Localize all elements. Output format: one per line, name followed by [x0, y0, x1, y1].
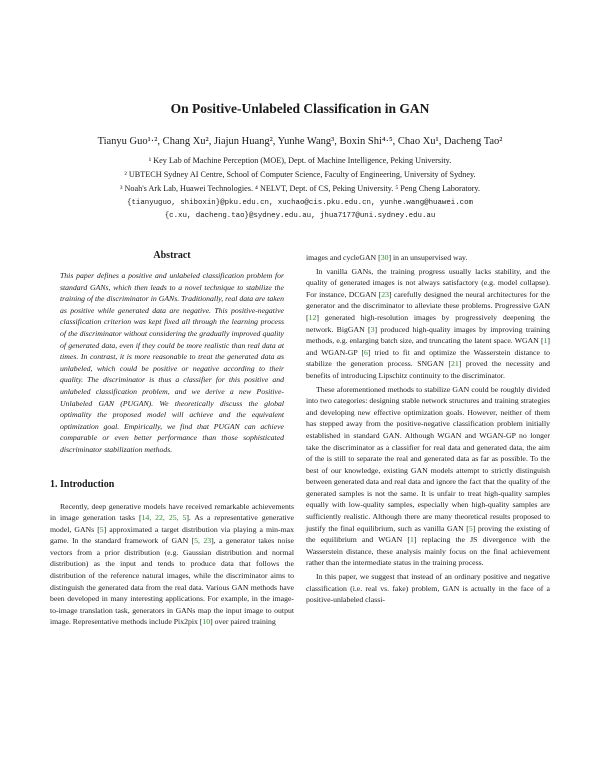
- email-line-1: {tianyuguo, shiboxin}@pku.edu.cn, xuchao@cis.pku.edu.cn, yunhe.wang@huawei.com: [127, 199, 473, 207]
- citation-link[interactable]: 12: [308, 312, 317, 322]
- citation-link[interactable]: 14, 22, 25, 5: [141, 513, 187, 523]
- intro-paragraph-1: Recently, deep generative models have received remarkable achievements in image generation tasks [14, 22, 25, 5]. As a representative generative model, GANs [5] approximated a target distribution via playing a min-max game. In the standard framework of GAN [5, 23], a generator takes noise vectors from a prior distribution (e.g. Gaussian distribution and normal distribution) as the input and tends to produce data that follows the distribution of the reference natural images, while the discriminator aims to distinguish the generated data from the real data. Various GAN methods have been developed in many interesting applications. For example, in the image-to-image translation task, generators in GANs map the input image to output image. Representative methods include Pix2pix [10] over paired training: [50, 501, 294, 627]
- citation-link[interactable]: 5, 23: [194, 536, 212, 546]
- citation-link[interactable]: 21: [451, 359, 459, 369]
- citation-link[interactable]: 30: [380, 253, 389, 262]
- left-column: [50, 250, 294, 628]
- introduction-heading: 1. Introduction: [50, 478, 115, 490]
- author-list: Tianyu Guo¹·², Chang Xu², Jiajun Huang², Yunhe Wang³, Boxin Shi⁴·⁵, Chao Xu¹, Dacheng Tao²: [97, 136, 503, 147]
- citation-link[interactable]: 23: [381, 289, 390, 299]
- right-paragraph-3: In this paper, we suggest that instead of an ordinary positive and negative classification (i.e. real vs. fake) problem, GAN is actually in the face of a positive-unlabeled classi-: [306, 572, 550, 605]
- right-paragraph-1: In vanilla GANs, the training progress usually lacks stability, and the quality of generated images is not always satisfactory (e.g. model collapse). For instance, DCGAN [23] carefully designed the neural architectures for the generator and the discriminator to alleviate these problems. Progressive GAN [12] generated high-resolution images by progressively deepening the network. BigGAN [3] produced high-quality images by improving training methods, e.g. enlarging batch size, and truncating the latent space. WGAN [1] and WGAN-GP [6] tried to fit and optimize the Wasserstein distance to stabilize the generation process. SNGAN [21] proved the necessity and benefits of introducing Lipschitz continuity to the discriminator.: [306, 266, 551, 380]
- right-column: [306, 252, 550, 606]
- right-paragraph-0: images and cycleGAN [30] in an unsupervised way.: [306, 253, 468, 262]
- abstract-text: This paper defines a positive and unlabeled classification problem for standard GANs, which then leads to a novel technique to stabilize the training of the discriminator in GANs. Traditionally, real data are taken as positive while generated data are negative. This positive-negative classification criterion was kept fixed all through the learning process of the discriminator without considering the gradually improved quality of generated data, even if they could be more realistic than real data at times. In contrast, it is more reasonable to treat the generated data as unlabeled, which could be positive or negative according to their quality. The discriminator is thus a classifier for this positive and unlabeled classification problem, and we derive a new Positive-Unlabeled GAN (PUGAN). We theoretically discuss the global optimality the proposed model will achieve and the equivalent optimization goal. Empirically, we find that PUGAN can achieve comparable or even better performance than those sophisticated discriminator stabilization methods.: [60, 271, 284, 454]
- citation-link[interactable]: 10: [202, 617, 211, 627]
- citation-link[interactable]: 3: [370, 324, 375, 334]
- email-line-2: {c.xu, dacheng.tao}@sydney.edu.au, jhua7177@uni.sydney.edu.au: [164, 212, 436, 220]
- right-paragraph-2: These aforementioned methods to stabilize GAN could be roughly divided into two categories: designing stable network structures and training strategies and developing new effective optimization goals. However, neither of them has stepped away from the positive-negative classification problem initially established in standard GAN. Although WGAN and WGAN-GP no longer take the discriminator as a classifier for real data and generated data, the aim of the is still to separate the real and generated data as far as possible. To the best of our knowledge, existing GAN models attempt to strictly distinguish between generated data and real data and ignore the fact that the quality of the generated samples is not the same. It is unfair to treat high-quality samples equally with low-quality samples, especially when high-quality samples are sufficiently realistic. Although there are many theoretical results proposed to justify the final equilibrium, such as vanilla GAN [5] proving the existing of the equilibrium and WGAN [1] replacing the JS divergence with the Wasserstein distance, these analysis mainly focus on the final achievement rather than the intermediate status in the training process.: [306, 384, 550, 568]
- affiliation-1: ¹ Key Lab of Machine Perception (MOE), Dept. of Machine Intelligence, Peking University.: [148, 156, 452, 165]
- citation-link[interactable]: 5: [468, 523, 473, 533]
- citation-link[interactable]: 1: [543, 336, 548, 346]
- citation-link[interactable]: 5: [99, 524, 104, 534]
- abstract-heading: Abstract: [153, 250, 191, 261]
- citation-link[interactable]: 1: [409, 535, 414, 545]
- citation-link[interactable]: 6: [364, 347, 368, 357]
- affiliation-3: ³ Noah's Ark Lab, Huawei Technologies. ⁴ NELVT, Dept. of CS, Peking University. ⁵ Peng Cheng Laboratory.: [119, 184, 481, 193]
- affiliation-2: ² UBTECH Sydney AI Centre, School of Computer Science, Faculty of Engineering, University of Sydney.: [124, 170, 476, 179]
- paper-title: On Positive-Unlabeled Classification in GAN: [170, 101, 430, 116]
